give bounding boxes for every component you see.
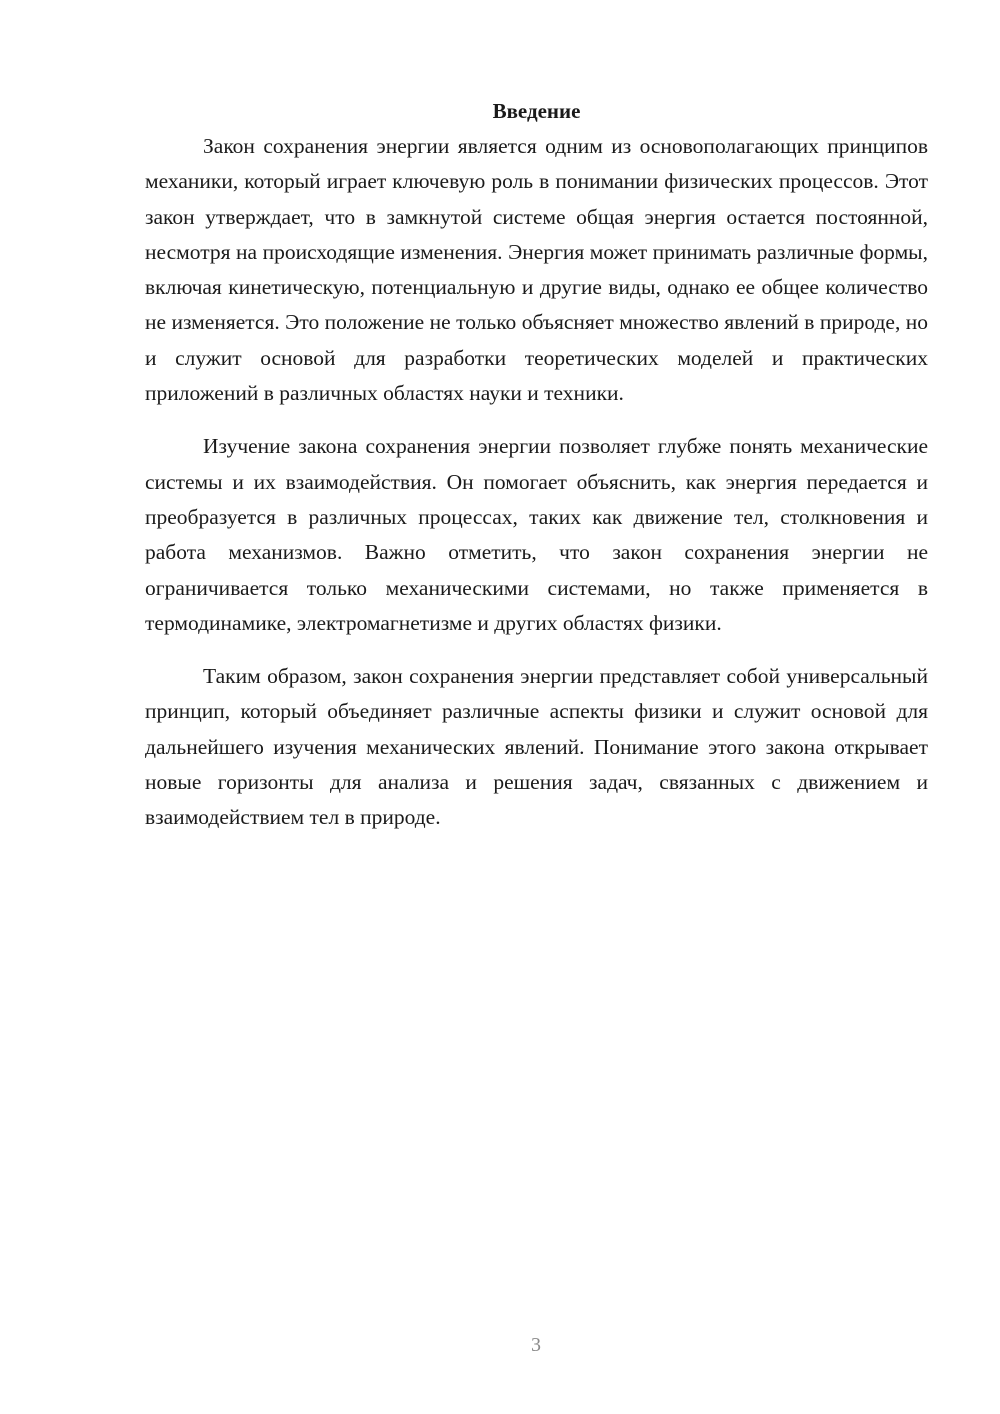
page-number: 3: [531, 1334, 541, 1356]
section-heading: Введение: [492, 99, 581, 123]
paragraph-3: Таким образом, закон сохранения энергии представляет собой универсальный принцип, который объединяет различные аспекты физики и служит основой для дальнейшего изучения механических явлений. Понимание этого закона открывает новые горизонты для анализа и решения задач, связанных с движением и взаимодействием тел в природе.: [145, 664, 928, 830]
paragraph-1: Закон сохранения энергии является одним из основополагающих принципов механики, который играет ключевую роль в понимании физических процессов. Этот закон утверждает, что в замкнутой системе общая энергия остается постоянной, несмотря на происходящие изменения. Энергия может принимать различные формы, включая кинетическую, потенциальную и другие виды, однако ее общее количество не изменяется. Это положение не только объясняет множество явлений в природе, но и служит основой для разработки теоретических моделей и практических приложений в различных областях науки и техники.: [145, 134, 928, 406]
page-content: [145, 94, 928, 854]
paragraph-2: Изучение закона сохранения энергии позволяет глубже понять механические системы и их взаимодействия. Он помогает объяснить, как энергия передается и преобразуется в различных процессах, таких как движение тел, столкновения и работа механизмов. Важно отметить, что закон сохранения энергии не ограничивается только механическими системами, но также применяется в термодинамике, электромагнетизме и других областях физики.: [145, 434, 928, 635]
